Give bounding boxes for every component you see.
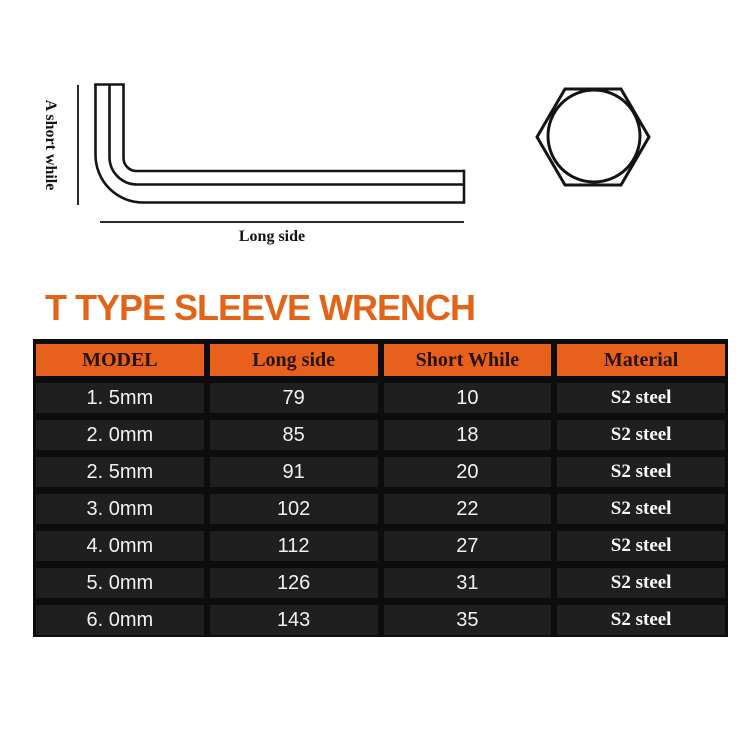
cell-material: S2 steel bbox=[557, 457, 725, 487]
cell-model: 2. 5mm bbox=[36, 457, 204, 487]
col-header-long-side: Long side bbox=[210, 344, 378, 376]
hex-cross-section bbox=[537, 89, 649, 185]
cell-model: 6. 0mm bbox=[36, 605, 204, 635]
col-header-short-while: Short While bbox=[384, 344, 552, 376]
wrench-outline bbox=[94, 85, 464, 204]
spec-table bbox=[33, 339, 728, 637]
hex-key-drawing bbox=[0, 0, 750, 270]
cell-model: 5. 0mm bbox=[36, 568, 204, 598]
cell-material: S2 steel bbox=[557, 494, 725, 524]
short-side-label: A short while bbox=[42, 99, 59, 191]
cell-short-while: 20 bbox=[384, 457, 552, 487]
cell-material: S2 steel bbox=[557, 605, 725, 635]
long-side-label: Long side bbox=[238, 228, 306, 245]
cell-short-while: 27 bbox=[384, 531, 552, 561]
cell-long-side: 143 bbox=[210, 605, 378, 635]
hex-key-diagram bbox=[0, 0, 750, 270]
col-header-model: MODEL bbox=[36, 344, 204, 376]
cell-short-while: 18 bbox=[384, 420, 552, 450]
cell-short-while: 31 bbox=[384, 568, 552, 598]
cell-short-while: 35 bbox=[384, 605, 552, 635]
cell-model: 3. 0mm bbox=[36, 494, 204, 524]
cell-material: S2 steel bbox=[557, 568, 725, 598]
cell-long-side: 102 bbox=[210, 494, 378, 524]
cell-long-side: 79 bbox=[210, 383, 378, 413]
cell-long-side: 112 bbox=[210, 531, 378, 561]
cell-model: 2. 0mm bbox=[36, 420, 204, 450]
cell-material: S2 steel bbox=[557, 383, 725, 413]
col-header-material: Material bbox=[557, 344, 725, 376]
cell-material: S2 steel bbox=[557, 420, 725, 450]
cell-long-side: 126 bbox=[210, 568, 378, 598]
cell-material: S2 steel bbox=[557, 531, 725, 561]
cell-long-side: 85 bbox=[210, 420, 378, 450]
cell-short-while: 22 bbox=[384, 494, 552, 524]
cell-long-side: 91 bbox=[210, 457, 378, 487]
cell-model: 4. 0mm bbox=[36, 531, 204, 561]
cell-short-while: 10 bbox=[384, 383, 552, 413]
cell-model: 1. 5mm bbox=[36, 383, 204, 413]
page-title: T TYPE SLEEVE WRENCH bbox=[45, 287, 476, 328]
